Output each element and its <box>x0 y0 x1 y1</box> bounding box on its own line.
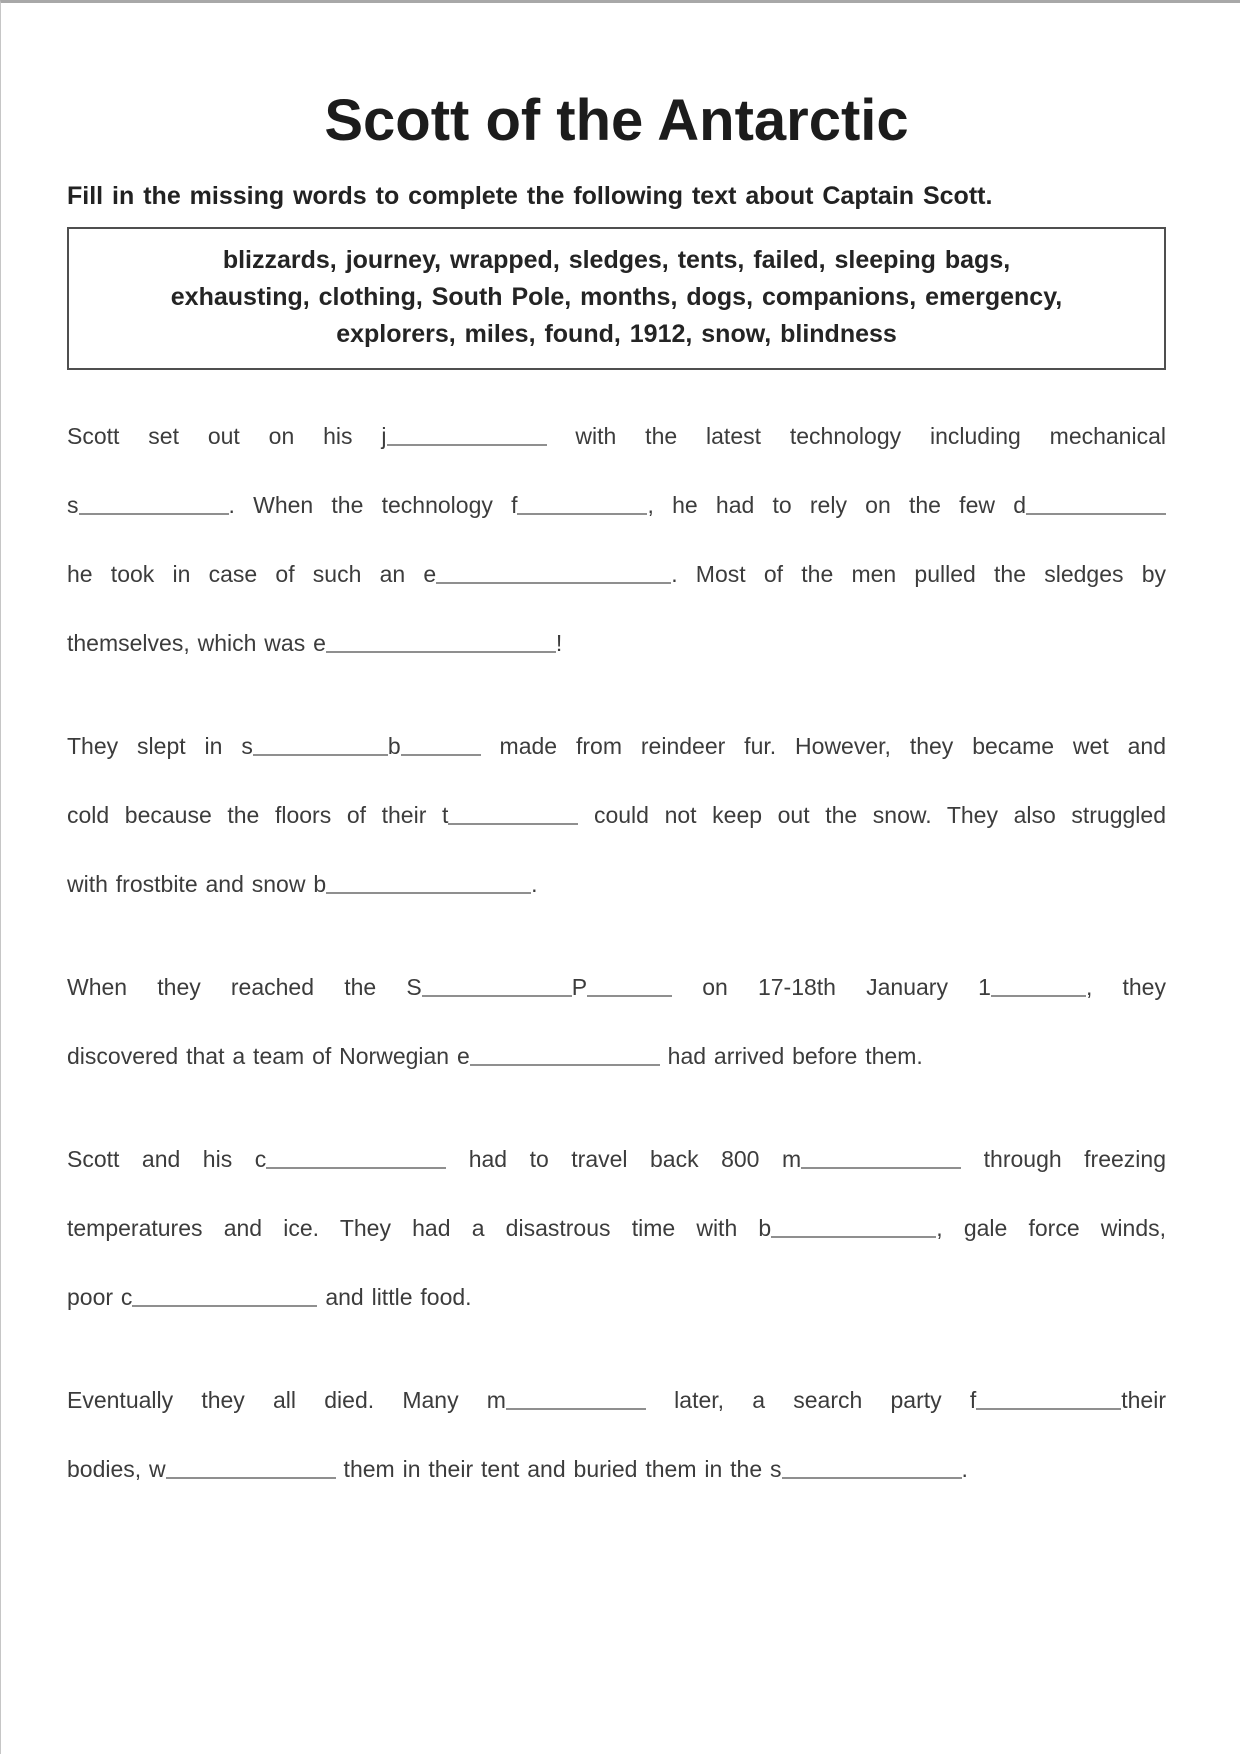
text-line <box>67 402 1166 471</box>
fill-in-blank <box>782 1476 962 1479</box>
text-line <box>67 1022 1166 1091</box>
fill-in-blank <box>436 581 671 584</box>
text-segment: . <box>531 871 538 897</box>
fill-in-blank <box>1026 512 1166 515</box>
word-bank-box <box>67 227 1166 370</box>
text-segment: Scott and his c <box>67 1146 267 1172</box>
fill-in-blank <box>506 1407 646 1410</box>
text-segment: , they <box>1085 974 1166 1000</box>
text-segment: , gale force winds, <box>936 1215 1166 1241</box>
text-segment: themselves, which was e <box>67 630 326 656</box>
worksheet-paragraph <box>67 1366 1166 1504</box>
text-segment: . Most of the men pulled the sledges by <box>671 561 1166 587</box>
text-segment: . When the technology f <box>228 492 518 518</box>
fill-in-blank <box>801 1166 961 1169</box>
fill-in-blank <box>166 1476 336 1479</box>
page-title: Scott of the Antarctic <box>324 88 909 153</box>
text-line <box>67 609 1166 678</box>
text-segment: through freezing <box>961 1146 1166 1172</box>
fill-in-blank <box>326 650 556 653</box>
text-segment: and little food. <box>317 1284 472 1310</box>
worksheet-paragraph <box>67 1125 1166 1332</box>
text-segment: bodies, w <box>67 1456 166 1482</box>
fill-in-blank <box>448 822 578 825</box>
fill-in-blank <box>991 994 1086 997</box>
fill-in-blank <box>587 994 672 997</box>
text-segment: had arrived before them. <box>659 1043 923 1069</box>
word-bank-line: explorers, miles, found, 1912, snow, blindness <box>336 320 897 348</box>
text-segment: Eventually they all died. Many m <box>67 1387 506 1413</box>
fill-in-blank <box>326 891 531 894</box>
instruction-text: Fill in the missing words to complete the following text about Captain Scott. <box>67 182 993 210</box>
fill-in-blank <box>132 1304 317 1307</box>
text-line <box>67 1263 1166 1332</box>
fill-in-blank <box>401 753 481 756</box>
text-segment: made from reindeer fur. However, they became wet and <box>480 733 1167 759</box>
text-segment: poor c <box>67 1284 133 1310</box>
text-segment: When they reached the S <box>67 974 422 1000</box>
text-segment: They slept in s <box>67 733 253 759</box>
text-segment: with the latest technology including mechanical <box>546 423 1166 449</box>
fill-in-blank <box>771 1235 936 1238</box>
worksheet-body <box>67 402 1166 1504</box>
text-segment: P <box>571 974 588 1000</box>
text-line <box>67 850 1166 919</box>
word-bank-lines <box>79 242 1154 353</box>
text-segment: , he had to rely on the few d <box>647 492 1026 518</box>
text-line <box>67 781 1166 850</box>
fill-in-blank <box>387 443 547 446</box>
text-segment: had to travel back 800 m <box>446 1146 802 1172</box>
word-bank-line: blizzards, journey, wrapped, sledges, tents, failed, sleeping bags, <box>222 246 1011 274</box>
text-line <box>67 540 1166 609</box>
text-segment: later, a search party f <box>645 1387 977 1413</box>
fill-in-blank <box>517 512 647 515</box>
text-segment: on 17-18th January 1 <box>672 974 991 1000</box>
text-segment: he took in case of such an e <box>67 561 437 587</box>
worksheet-paragraph <box>67 953 1166 1091</box>
word-bank-line: exhausting, clothing, South Pole, months, dogs, companions, emergency, <box>170 283 1063 311</box>
text-segment: temperatures and ice. They had a disastrous time with b <box>67 1215 772 1241</box>
text-segment: their <box>1121 1387 1166 1413</box>
fill-in-blank <box>422 994 572 997</box>
fill-in-blank <box>253 753 388 756</box>
text-segment: b <box>387 733 401 759</box>
text-segment: them in their tent and buried them in the s <box>335 1456 782 1482</box>
text-segment: could not keep out the snow. They also struggled <box>578 802 1166 828</box>
fill-in-blank <box>266 1166 446 1169</box>
text-segment: Scott set out on his j <box>67 423 387 449</box>
fill-in-blank <box>976 1407 1121 1410</box>
text-line <box>67 1435 1166 1504</box>
fill-in-blank <box>470 1063 660 1066</box>
text-line <box>67 712 1166 781</box>
text-line <box>67 1366 1166 1435</box>
text-line <box>67 1194 1166 1263</box>
worksheet-paragraph <box>67 402 1166 678</box>
text-line <box>67 471 1166 540</box>
fill-in-blank <box>79 512 229 515</box>
text-segment: cold because the floors of their t <box>67 802 449 828</box>
text-segment: with frostbite and snow b <box>67 871 327 897</box>
worksheet-paragraph <box>67 712 1166 919</box>
text-segment: . <box>961 1456 968 1482</box>
text-segment: ! <box>555 630 563 656</box>
text-line <box>67 1125 1166 1194</box>
text-segment: discovered that a team of Norwegian e <box>67 1043 470 1069</box>
text-segment: s <box>67 492 79 518</box>
text-line <box>67 953 1166 1022</box>
